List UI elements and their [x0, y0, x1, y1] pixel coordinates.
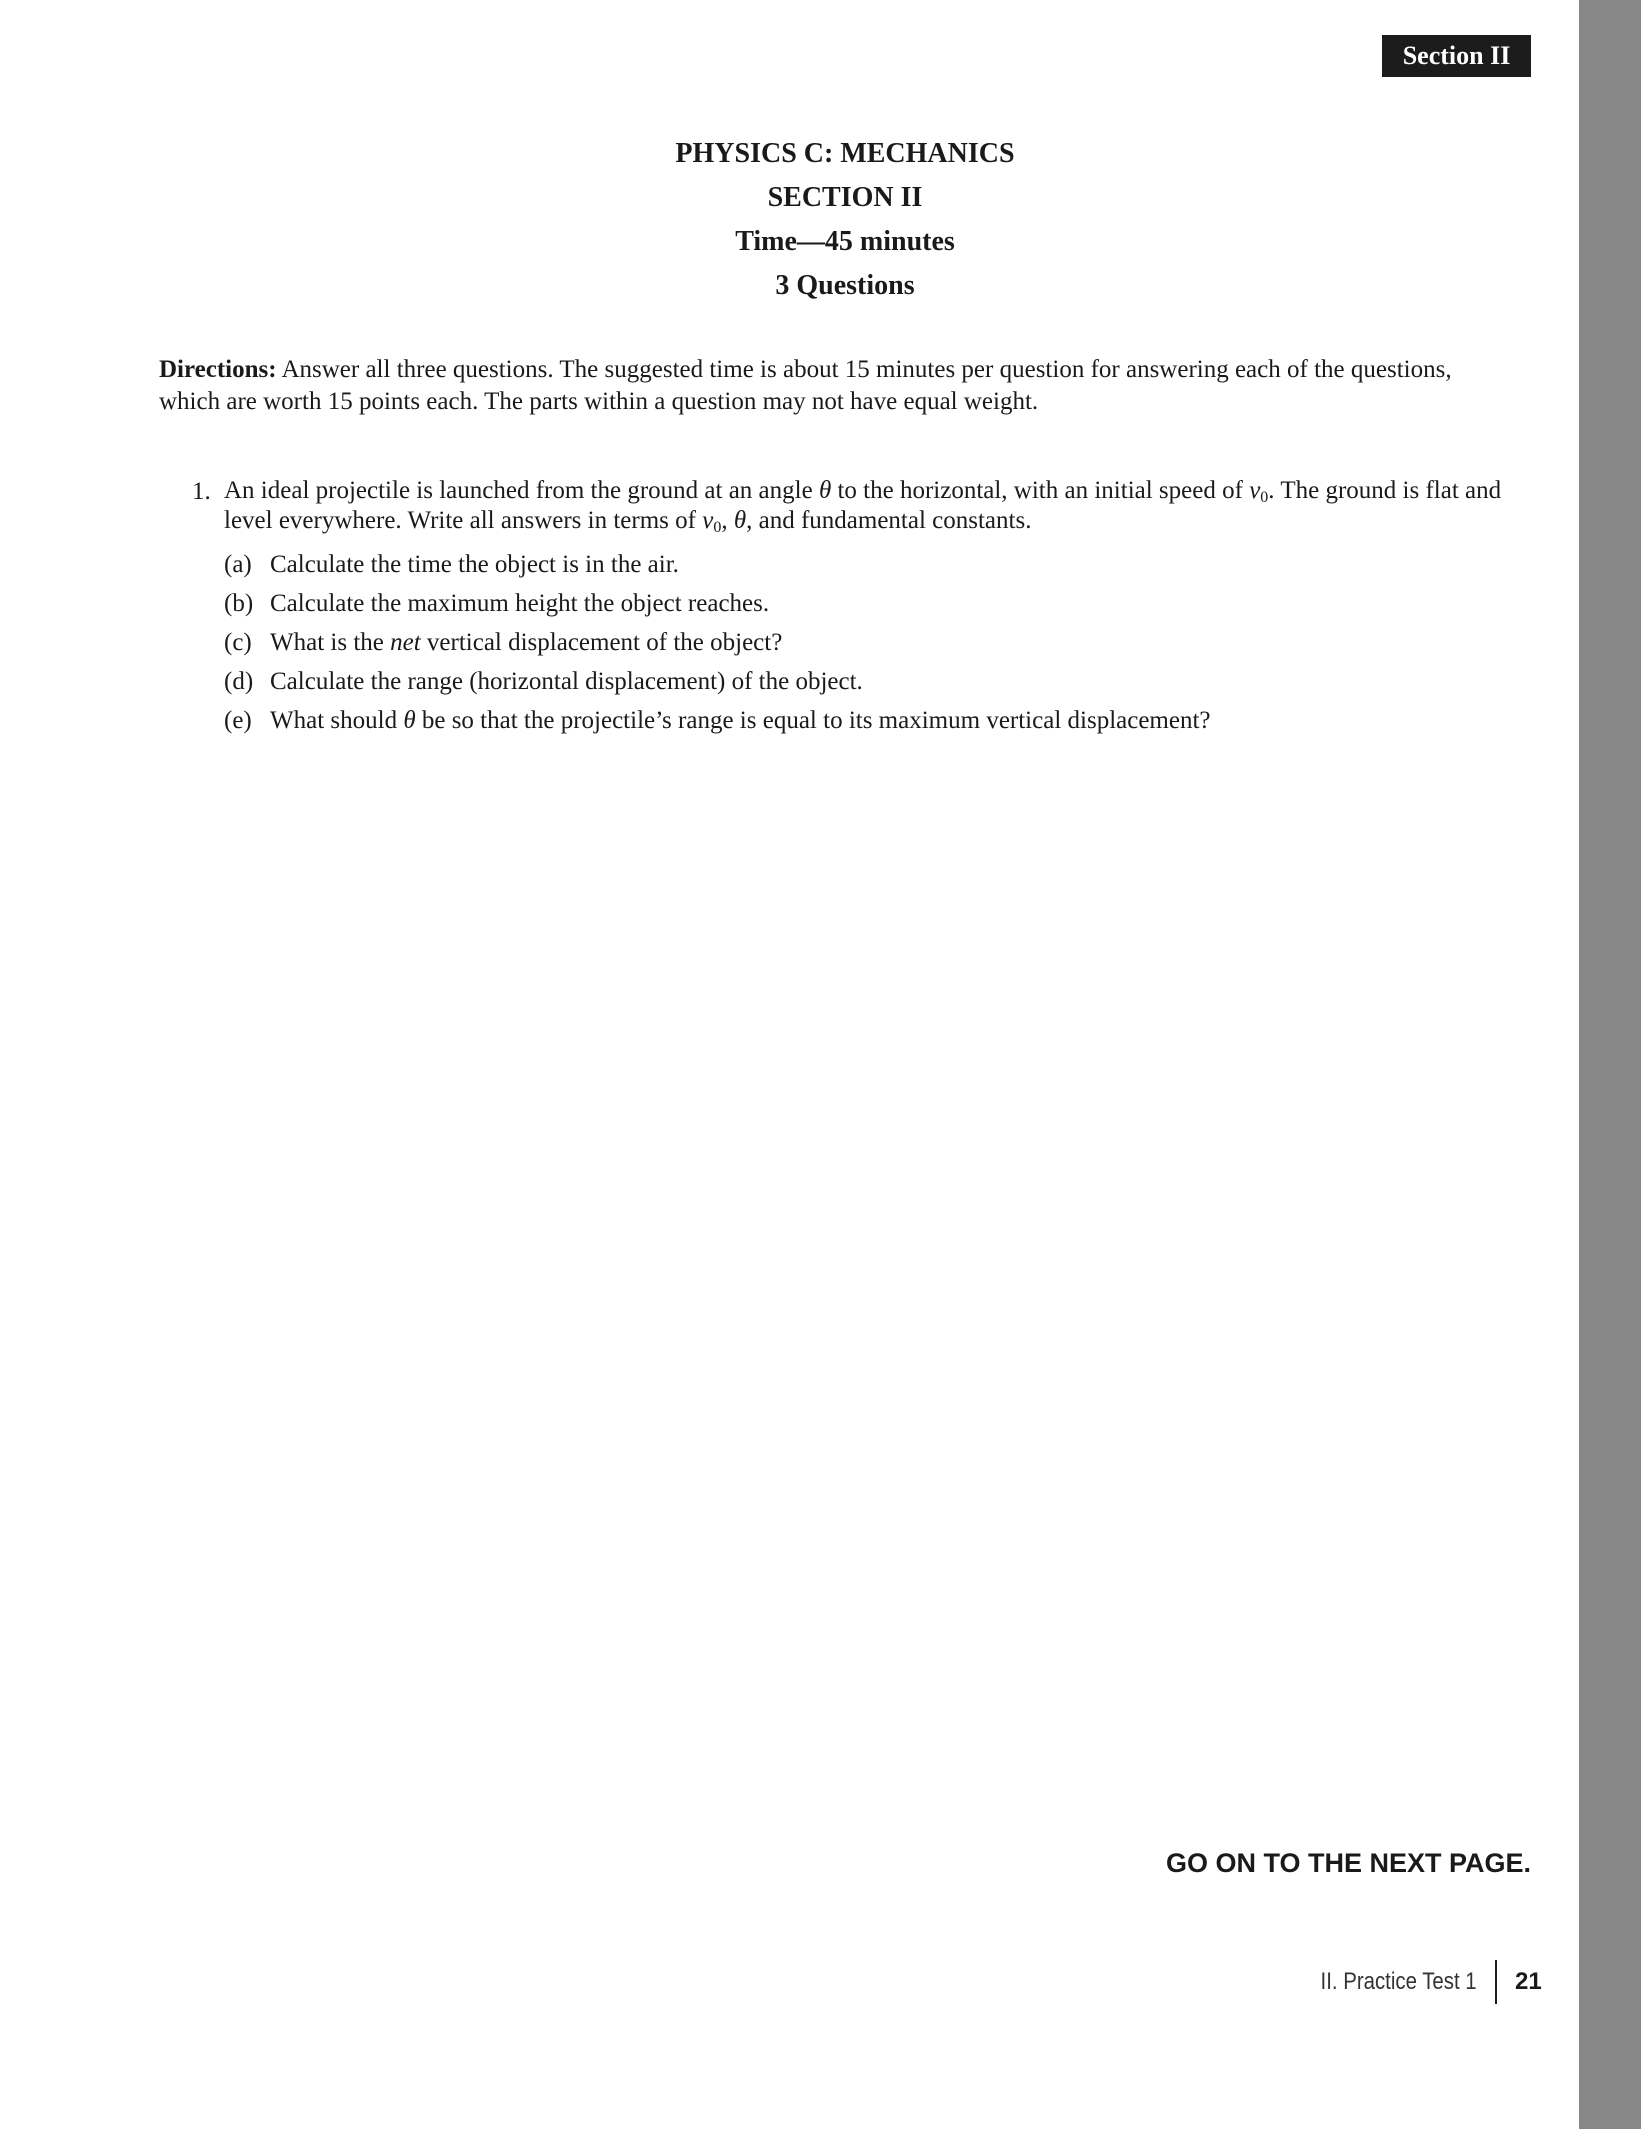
footer-title: II. Practice Test 1 [1320, 1968, 1477, 1995]
section-tab: Section II [1382, 35, 1531, 77]
part-text [270, 707, 1211, 734]
part-label: (d) [224, 668, 254, 695]
part-text [270, 629, 782, 656]
stem-part-2: to the horizontal, with an initial speed of [831, 477, 1250, 504]
side-band [1579, 0, 1641, 2129]
footer-divider [1495, 1960, 1497, 2004]
page-number: 21 [1515, 1968, 1542, 1995]
part-text-post: vertical displacement of the object? [420, 629, 783, 656]
part-label: (a) [224, 551, 252, 578]
time-limit: Time—45 minutes [735, 226, 955, 257]
part-text: Calculate the range (horizontal displacement) of the object. [270, 668, 863, 695]
stem-part-4: , [721, 507, 734, 534]
part-text-emphasis: net [390, 629, 421, 656]
part-text: Calculate the time the object is in the air. [270, 551, 679, 578]
question-number: 1. [192, 478, 211, 505]
stem-part-3: . The ground is flat and level everywhere. Write all answers in terms of [224, 477, 1502, 534]
question-count: 3 Questions [775, 270, 915, 301]
question-part-b [224, 588, 769, 620]
velocity-subscript: 0 [713, 519, 722, 536]
theta-symbol: θ [818, 477, 832, 504]
next-page-notice: GO ON TO THE NEXT PAGE. [1165, 1848, 1531, 1878]
part-text-post: be so that the projectile’s range is equal to its maximum vertical displacement? [415, 707, 1211, 734]
question-part-d [224, 666, 863, 698]
stem-part-5: , and fundamental constants. [746, 507, 1032, 534]
velocity-symbol: v [702, 507, 714, 534]
directions [159, 354, 1511, 418]
part-label: (b) [224, 590, 254, 617]
velocity-subscript: 0 [1260, 489, 1269, 506]
stem-part-1: An ideal projectile is launched from the ground at an angle [224, 477, 819, 504]
question-part-c [224, 627, 782, 659]
part-label: (c) [224, 629, 252, 656]
theta-symbol: θ [403, 707, 416, 734]
directions-text: Answer all three questions. The suggested time is about 15 minutes per question for answering each of the questions, which are worth 15 points each. The parts within a question may not have equal weight. [159, 356, 1452, 415]
part-text-pre: What is the [270, 629, 391, 656]
part-text: Calculate the maximum height the object reaches. [270, 590, 770, 617]
section-title: SECTION II [767, 182, 923, 213]
velocity-symbol: v [1249, 477, 1261, 504]
part-label: (e) [224, 707, 252, 734]
question-stem [224, 476, 1514, 536]
theta-symbol: θ [733, 507, 747, 534]
subject-title: PHYSICS C: MECHANICS [675, 138, 1015, 169]
question-part-a [224, 549, 679, 581]
directions-label: Directions: [159, 356, 277, 383]
question-part-e [224, 705, 1211, 737]
part-text-pre: What should [270, 707, 404, 734]
